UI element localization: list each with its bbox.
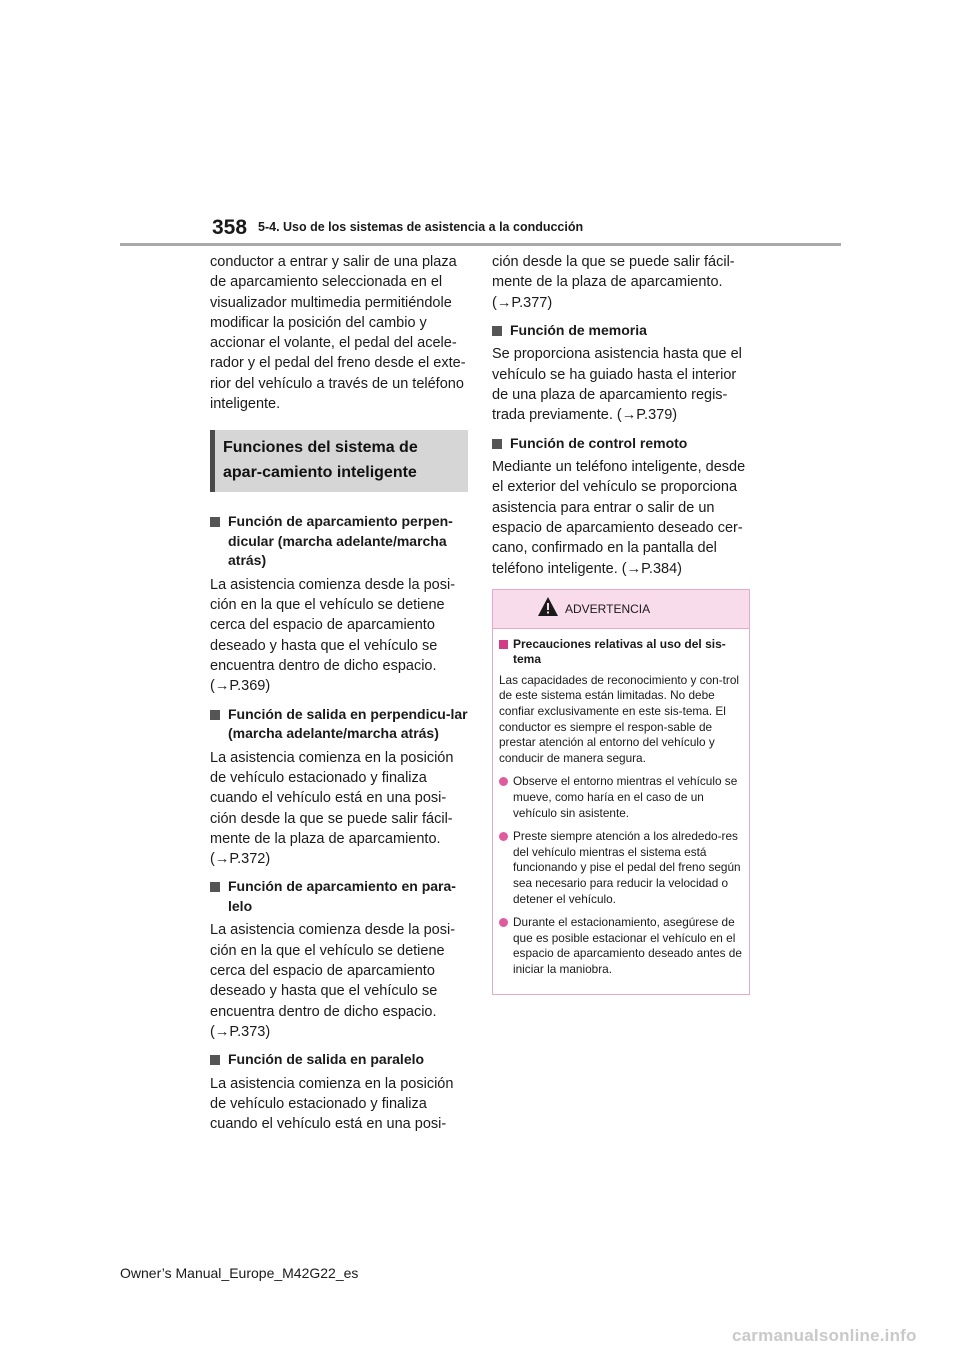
right-column [492,252,750,995]
paragraph: La asistencia comienza desde la posi-ción en la que el vehículo se detiene cerca del espacio de aparcamiento deseado y hasta que el vehículo se encuentra dentro de dicho espacio. (→P.369) [210,576,456,695]
header-rule [120,243,841,246]
subheading: Función de control remoto [492,434,750,454]
square-bullet-icon [210,1055,220,1065]
paragraph: Mediante un teléfono inteligente, desde el exterior del vehículo se proporciona asistencia para entrar o salir de un espacio de aparcamiento deseado cer-cano, confirmado en la pantalla del teléfono inteligente. (→P.384) [492,459,746,577]
subheading: Función de aparcamiento en para-lelo [210,877,468,916]
pink-dot-bullet-icon [499,777,508,786]
continuation-paragraph: ción desde la que se puede salir fácil-mente de la plaza de aparcamiento. (→P.377) [492,254,735,311]
warning-text: Las capacidades de reconocimiento y con-trol de este sistema están limitadas. No debe confiar exclusivamente en este sis-tema. El conductor es siempre el respon-sable de prestar atención al entorno del vehículo y conducir de manera segura. [499,672,740,765]
square-bullet-icon [492,439,502,449]
warning-title: ADVERTENCIA [565,601,651,616]
square-bullet-icon [210,517,220,527]
pink-dot-bullet-icon [499,918,508,927]
left-column [210,252,468,1143]
warning-header [493,590,749,629]
paragraph: La asistencia comienza en la posición de vehículo estacionado y finaliza cuando el vehículo está en una posi-ción desde la que se puede salir fácil-mente de la plaza de aparcamiento. (→P.372) [210,749,454,868]
footer-manual-name: Owner’s Manual_Europe_M42G22_es [120,1265,359,1281]
square-bullet-icon [210,710,220,720]
intro-paragraph: conductor a entrar y salir de una plaza de aparcamiento seleccionada en el visualizador multimedia permitiéndole modificar la posición del cambio y accionar el volante, el pedal del acele-rador y el pedal del freno desde el exte-rior del vehículo a través de un teléfono inteligente. [210,254,466,413]
page-number: 358 [212,216,248,239]
subheading: Función de aparcamiento perpen-dicular (marcha adelante/marcha atrás) [210,512,468,571]
section-heading: Funciones del sistema de apar-camiento inteligente [223,439,418,482]
warning-bullet: Observe el entorno mientras el vehículo se mueve, como haría en el caso de un vehículo sin asistente. [499,774,743,821]
warning-body [493,629,749,994]
warning-box [492,589,750,995]
warning-subheading: Precauciones relativas al uso del sis-tema [499,637,743,667]
pink-dot-bullet-icon [499,832,508,841]
paragraph: Se proporciona asistencia hasta que el vehículo se ha guiado hasta el interior de una plaza de aparcamiento regis-trada previamente. (→P.379) [492,346,742,424]
warning-triangle-icon [537,596,559,618]
section-heading-box [210,430,468,492]
paragraph: La asistencia comienza en la posición de vehículo estacionado y finaliza cuando el vehículo está en una posi- [210,1075,454,1133]
section-title: 5-4. Uso de los sistemas de asistencia a la conducción [258,220,584,234]
pink-square-bullet-icon [499,640,508,649]
subheading: Función de salida en paralelo [210,1050,468,1070]
paragraph: La asistencia comienza desde la posi-ción en la que el vehículo se detiene cerca del espacio de aparcamiento deseado y hasta que el vehículo se encuentra dentro de dicho espacio. (→P.373) [210,922,456,1040]
warning-bullet: Preste siempre atención a los alrededo-res del vehículo mientras el sistema está funcionando y pise el pedal del freno según sea necesario para reducir la velocidad o detener el vehículo. [499,829,743,907]
watermark: carmanualsonline.info [732,1326,917,1345]
warning-bullet: Durante el estacionamiento, asegúrese de que es posible estacionar el vehículo en el espacio de aparcamiento deseado antes de iniciar la maniobra. [499,915,743,977]
subheading: Función de salida en perpendicu-lar (marcha adelante/marcha atrás) [210,705,468,744]
subheading: Función de memoria [492,321,750,341]
square-bullet-icon [210,882,220,892]
square-bullet-icon [492,326,502,336]
